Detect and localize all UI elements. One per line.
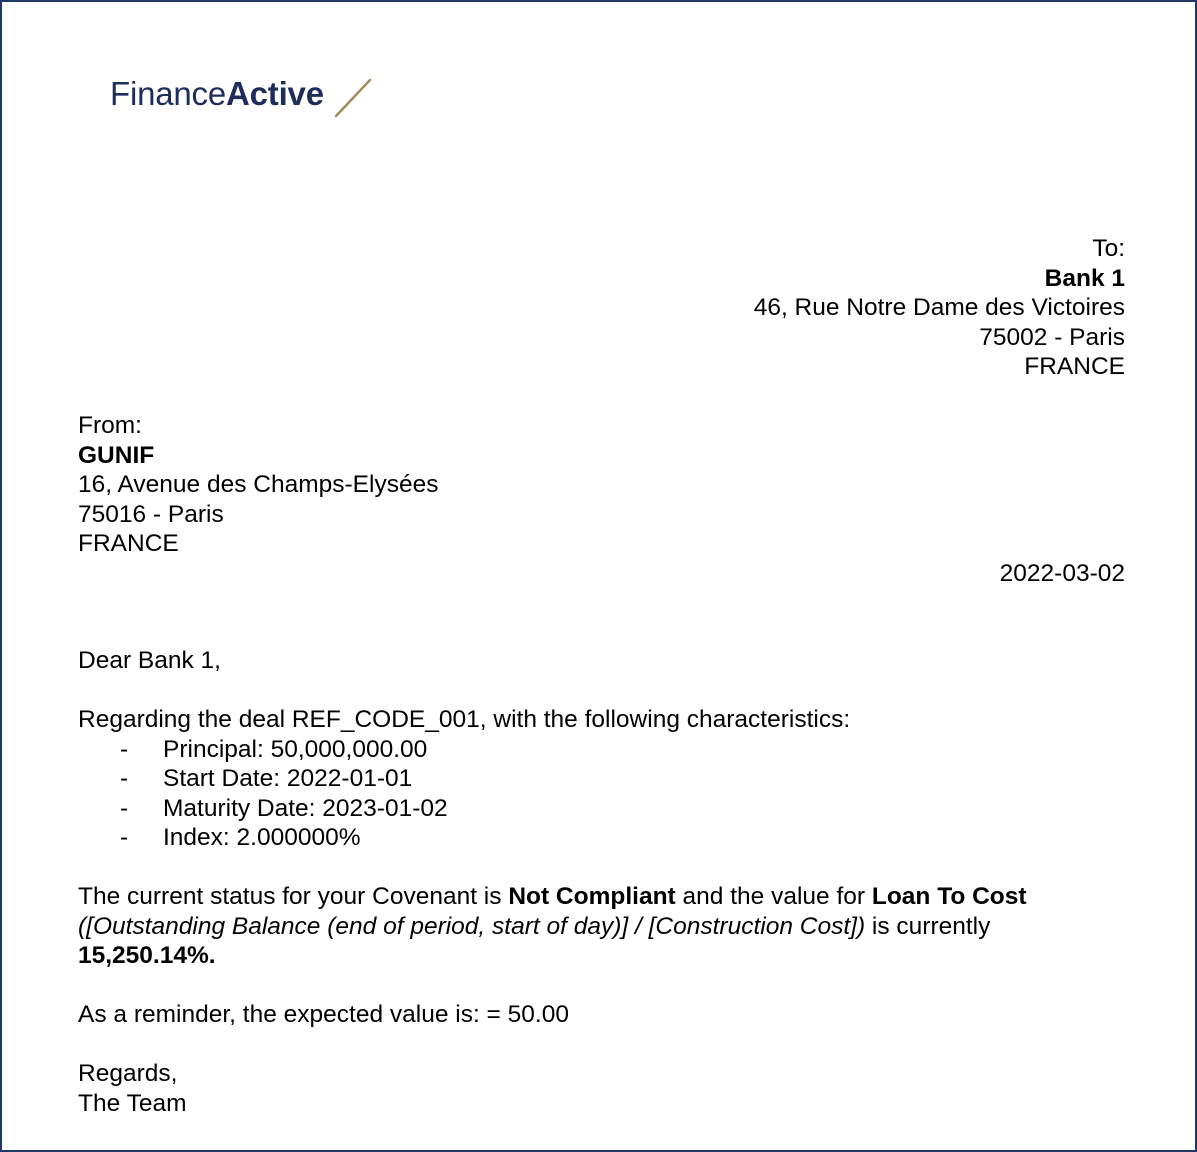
- recipient-label: To:: [1092, 235, 1125, 262]
- closing: Regards,: [78, 1060, 178, 1087]
- recipient-country: FRANCE: [1024, 353, 1125, 380]
- list-item: [78, 764, 1118, 794]
- dash-bullet-icon: -: [120, 765, 129, 792]
- signature: The Team: [78, 1089, 187, 1117]
- expected-value-reminder: As a reminder, the expected value is: = 50.00: [78, 1001, 569, 1028]
- logo-text-bold: Active: [226, 75, 324, 113]
- recipient-block: [754, 234, 1125, 382]
- list-item: [78, 735, 1118, 765]
- dash-bullet-icon: -: [120, 735, 129, 763]
- sender-address-line2: 75016 - Paris: [78, 500, 224, 528]
- logo-slash-icon: [332, 76, 372, 118]
- sender-country: FRANCE: [78, 530, 179, 557]
- currently-text: is currently: [865, 912, 991, 940]
- status-middle: and the value for: [675, 883, 872, 910]
- letter-date: 2022-03-02: [999, 560, 1125, 587]
- list-item: [78, 794, 1118, 824]
- covenant-name: Loan To Cost: [871, 883, 1027, 910]
- status-prefix: The current status for your Covenant is: [78, 883, 509, 910]
- letter-body: [78, 646, 1118, 1118]
- sender-block: [78, 411, 438, 559]
- list-item: [78, 823, 1118, 853]
- status-value: Not Compliant: [508, 883, 676, 910]
- sender-label: From:: [78, 412, 142, 439]
- sender-address-line1: 16, Avenue des Champs-Elysées: [78, 471, 439, 498]
- dash-bullet-icon: -: [120, 824, 129, 851]
- recipient-address-line2: 75002 - Paris: [979, 323, 1125, 351]
- characteristics-list: [78, 735, 1118, 853]
- characteristic-principal: Principal: 50,000,000.00: [163, 735, 428, 763]
- characteristic-index: Index: 2.000000%: [163, 824, 361, 851]
- dash-bullet-icon: -: [120, 794, 129, 822]
- covenant-status-paragraph: [78, 882, 1118, 971]
- characteristic-maturity-date: Maturity Date: 2023-01-02: [163, 794, 448, 822]
- covenant-formula: ([Outstanding Balance (end of period, start of day)] / [Construction Cost]): [78, 912, 866, 940]
- greeting: Dear Bank 1,: [78, 647, 221, 674]
- sender-name: GUNIF: [78, 441, 155, 469]
- characteristic-start-date: Start Date: 2022-01-01: [163, 765, 413, 792]
- finance-active-logo: [110, 68, 324, 120]
- deal-intro: Regarding the deal REF_CODE_001, with the following characteristics:: [78, 706, 851, 733]
- current-value: 15,250.14%.: [78, 942, 216, 969]
- logo-text-light: Finance: [110, 75, 227, 113]
- recipient-name: Bank 1: [1044, 264, 1125, 292]
- recipient-address-line1: 46, Rue Notre Dame des Victoires: [753, 294, 1125, 321]
